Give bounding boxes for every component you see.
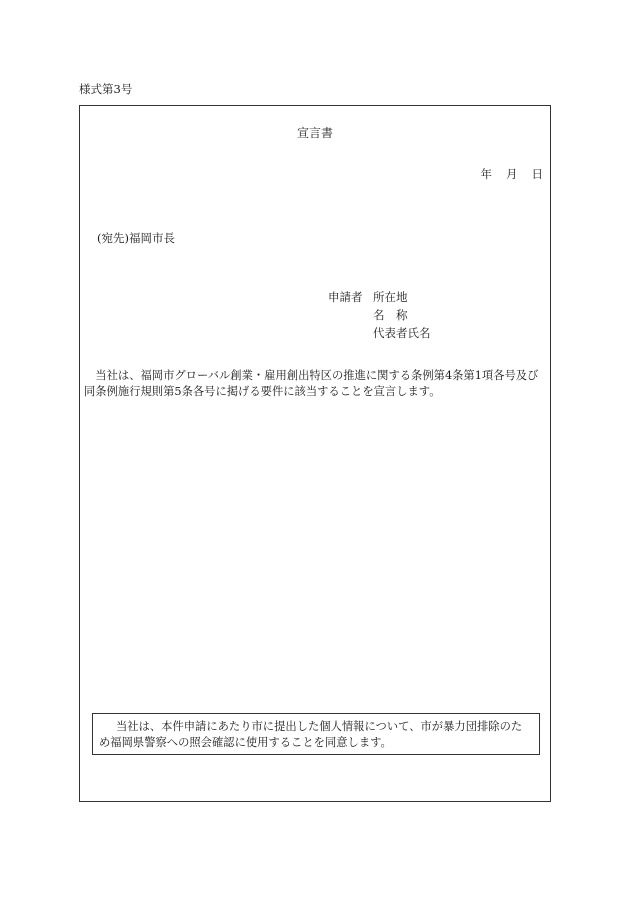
applicant-field-name: 名 称 — [373, 308, 408, 322]
declaration-text: 当社は、福岡市グローバル創業・雇用創出特区の推進に関する条例第4条第1項各号及び同条例施行規則第5条各号に掲げる要件に該当することを宣言します。 — [84, 369, 539, 398]
document-title: 宣言書 — [296, 126, 333, 140]
date-line — [481, 166, 544, 182]
form-number: 様式第3号 — [79, 82, 133, 96]
applicant-label: 申請者 — [328, 290, 363, 304]
document-frame — [79, 105, 551, 802]
applicant-row-address — [328, 288, 431, 306]
applicant-block — [328, 288, 431, 342]
date-day-label: 日 — [531, 167, 543, 181]
addressee: (宛先)福岡市長 — [97, 231, 175, 245]
applicant-row-representative — [328, 324, 431, 342]
consent-box: 当社は、本件申請にあたり市に提出した個人情報について、市が暴力団排除のため福岡県警察への照会確認に使用することを同意します。 — [92, 713, 540, 755]
date-year-label: 年 — [480, 167, 492, 181]
applicant-row-name — [328, 306, 431, 324]
date-month-label: 月 — [506, 167, 518, 181]
applicant-field-representative: 代表者氏名 — [373, 326, 431, 340]
applicant-field-address: 所在地 — [373, 290, 408, 304]
